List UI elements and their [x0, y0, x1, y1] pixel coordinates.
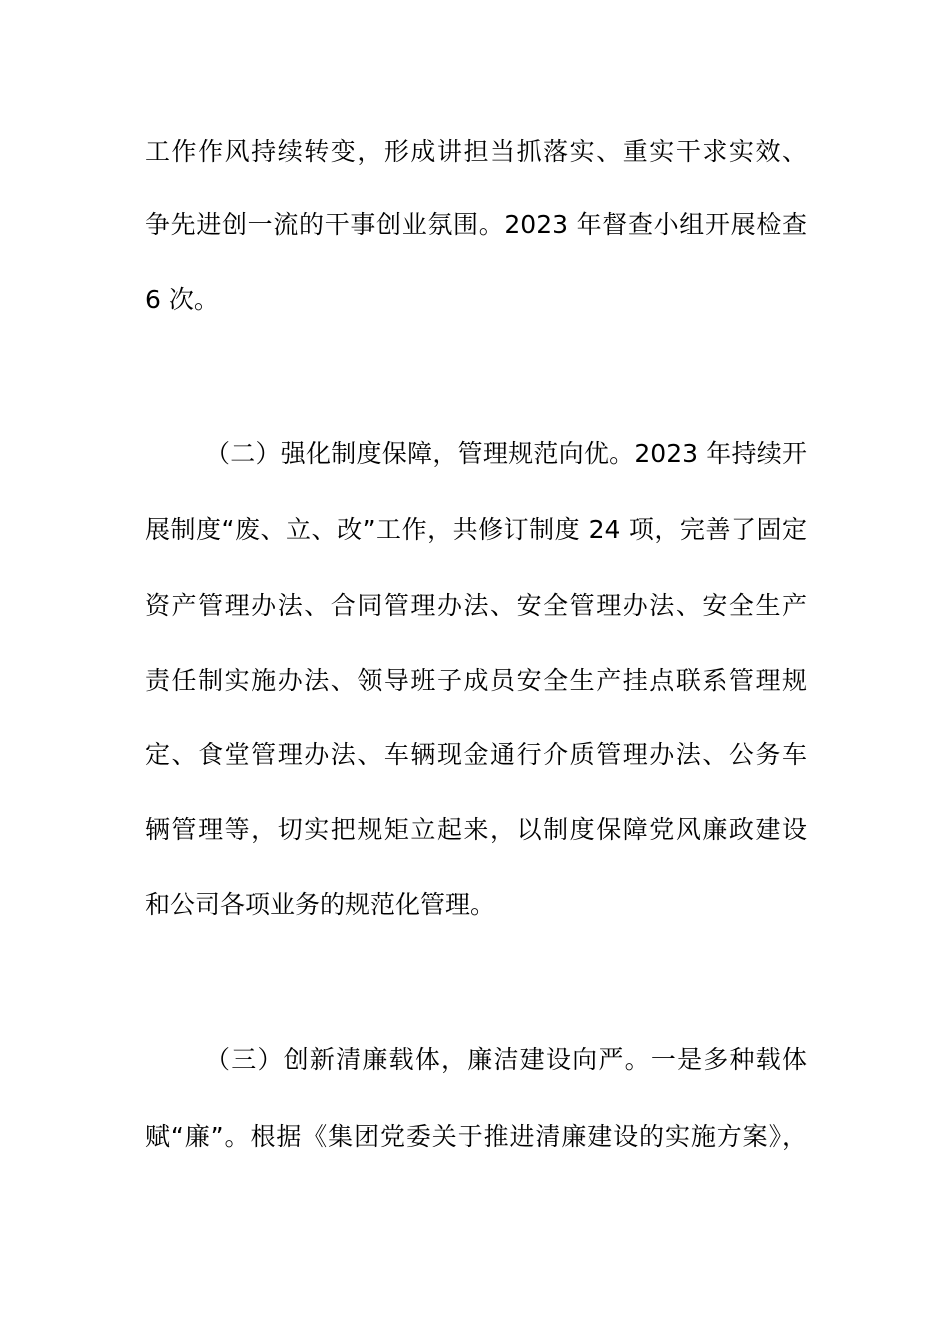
- section-heading-line: （二）强化制度保障，管理规范向优。2023 年持续开: [205, 439, 807, 468]
- text-line: 资产管理办法、合同管理办法、安全管理办法、安全生产: [145, 591, 807, 620]
- text-line: 争先进创一流的干事创业氛围。2023 年督查小组开展检查: [145, 210, 807, 239]
- text-line: 展制度“废、立、改”工作，共修订制度 24 项，完善了固定: [145, 515, 807, 544]
- text-line: 定、食堂管理办法、车辆现金通行介质管理办法、公务车: [145, 740, 807, 769]
- text-line: 辆管理等，切实把规矩立起来，以制度保障党风廉政建设: [145, 815, 807, 844]
- text-line: 工作作风持续转变，形成讲担当抓落实、重实干求实效、: [145, 137, 807, 166]
- text-line: 赋“廉”。根据《集团党委关于推进清廉建设的实施方案》，: [145, 1122, 807, 1151]
- section-heading-line: （三）创新清廉载体，廉洁建设向严。一是多种载体: [205, 1045, 807, 1074]
- text-line: 责任制实施办法、领导班子成员安全生产挂点联系管理规: [145, 666, 807, 695]
- text-line: 和公司各项业务的规范化管理。: [145, 890, 496, 919]
- text-line: 6 次。: [145, 285, 219, 314]
